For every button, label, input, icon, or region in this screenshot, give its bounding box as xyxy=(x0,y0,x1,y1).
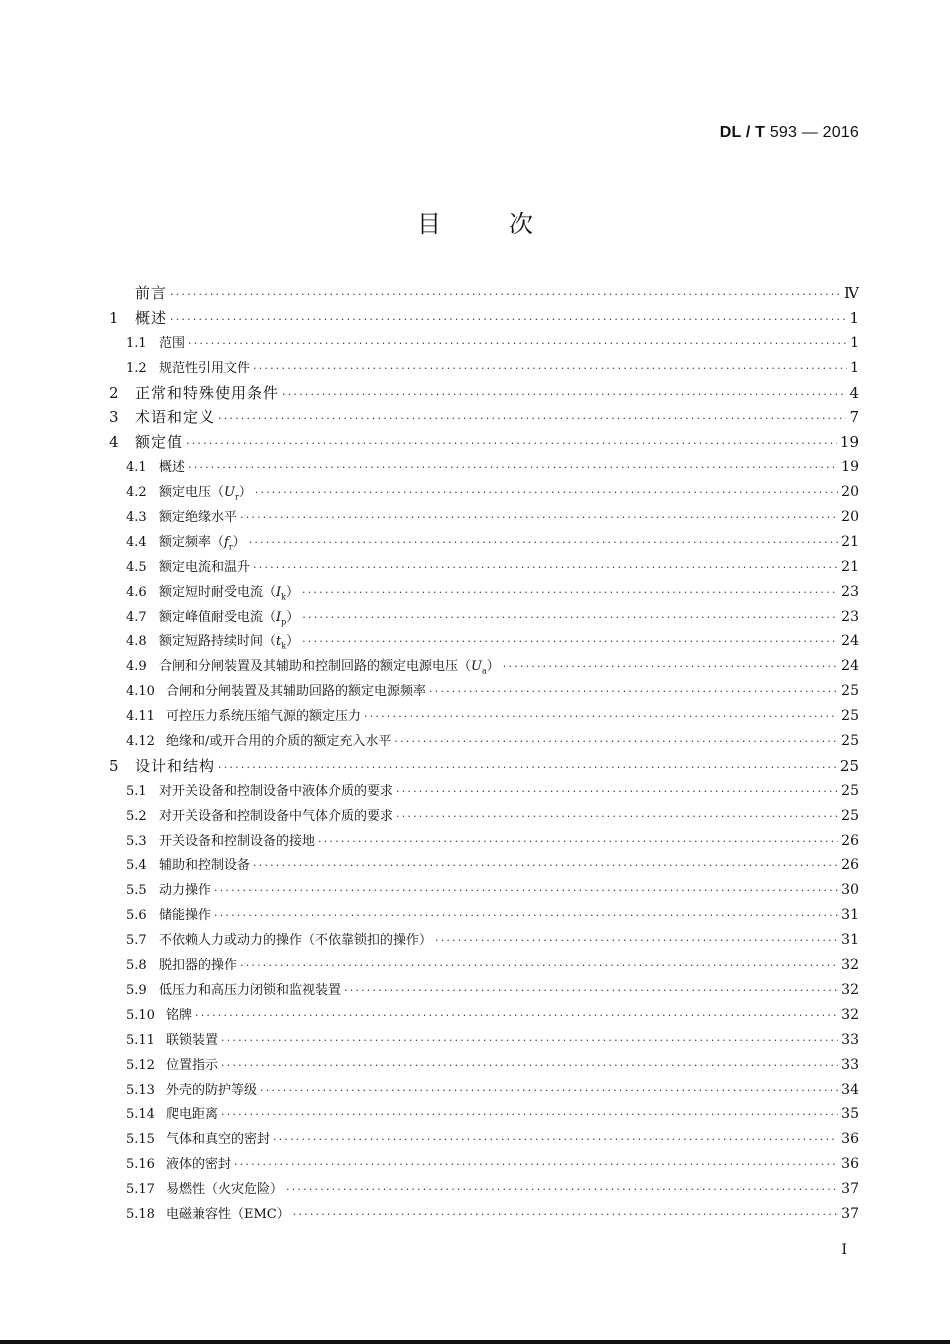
toc-entry-page: 21 xyxy=(841,533,859,550)
dot-leader xyxy=(318,835,838,848)
toc-entry-number: 4.1 xyxy=(126,460,147,476)
toc-entry-title: 液体的密封 xyxy=(166,1157,232,1173)
toc-entry-title: 电磁兼容性（EMC） xyxy=(166,1206,290,1222)
toc-entry[interactable] xyxy=(109,630,859,655)
toc-entry[interactable] xyxy=(109,1029,859,1054)
toc-entry-number: 5.14 xyxy=(126,1107,155,1123)
toc-entry-page: 37 xyxy=(841,1205,859,1222)
toc-entry[interactable] xyxy=(109,1178,859,1203)
toc-entry-title-tail: ） xyxy=(232,534,246,550)
toc-entry-title: 概述 xyxy=(159,460,186,476)
toc-entry-title: 概述 xyxy=(135,308,168,327)
toc-entry-title: 术语和定义 xyxy=(135,408,216,427)
toc-entry-number: 1 xyxy=(109,308,119,327)
toc-entry-title: 正常和特殊使用条件 xyxy=(135,383,280,402)
dot-leader xyxy=(503,660,838,673)
toc-entry-title: 位置指示 xyxy=(166,1057,219,1073)
toc-entry-number: 5.15 xyxy=(126,1132,155,1148)
toc-entry-number: 1.2 xyxy=(126,360,147,376)
toc-entry-title: 外壳的防护等级 xyxy=(166,1082,258,1098)
toc-entry-page: 7 xyxy=(849,408,859,427)
dot-leader xyxy=(240,511,838,524)
toc-entry-title: 动力操作 xyxy=(159,883,212,899)
toc-entry-page: 25 xyxy=(841,782,859,799)
toc-entry-page: 33 xyxy=(841,1056,859,1073)
toc-entry-symbol: f xyxy=(224,534,229,550)
toc-entry-title-text: 额定电压（U xyxy=(159,485,235,501)
toc-entry-number: 2 xyxy=(109,383,119,402)
toc-entry-number: 5.16 xyxy=(126,1157,155,1173)
toc-entry-title: 不依赖人力或动力的操作（不依靠锁扣的操作） xyxy=(159,933,433,949)
toc-entry[interactable] xyxy=(109,830,859,855)
toc-entry-number: 4.4 xyxy=(126,534,147,550)
toc-entry[interactable] xyxy=(109,805,859,830)
toc-entry-page: 32 xyxy=(841,957,859,974)
toc-entry-title: 易燃性（火灾危险） xyxy=(166,1182,284,1198)
dot-leader xyxy=(394,735,838,748)
toc-entry-page: 20 xyxy=(841,484,859,501)
toc-entry[interactable] xyxy=(109,1128,859,1153)
toc-entry[interactable] xyxy=(109,1004,859,1029)
toc-entry-title-tail: ） xyxy=(238,485,252,501)
dot-leader xyxy=(344,984,838,997)
toc-entry-number: 4.11 xyxy=(126,709,155,725)
toc-entry[interactable] xyxy=(109,979,859,1004)
toc-entry-number: 5.10 xyxy=(126,1007,155,1023)
toc-entry-title: 对开关设备和控制设备中液体介质的要求 xyxy=(159,783,394,799)
toc-entry-page: 32 xyxy=(841,981,859,998)
toc-entry-subscript: r xyxy=(234,492,239,502)
dot-leader xyxy=(253,362,847,375)
toc-entry-page: 25 xyxy=(841,807,859,824)
toc-entry-page: 32 xyxy=(841,1006,859,1023)
toc-entry-page: 31 xyxy=(841,932,859,949)
toc-entry-number: 5.8 xyxy=(126,958,147,974)
toc-entry-title: 范围 xyxy=(159,335,186,351)
dot-leader xyxy=(260,1084,838,1097)
toc-entry[interactable] xyxy=(109,431,859,456)
toc-entry-number: 5.1 xyxy=(126,783,147,799)
toc-entry-title: 设计和结构 xyxy=(135,756,216,775)
toc-entry[interactable] xyxy=(109,929,859,954)
toc-entry-number: 4.10 xyxy=(126,684,155,700)
toc-entry-page: 24 xyxy=(841,633,859,650)
toc-entry-title-text: 合闸和分闸装置及其辅助和控制回路的额定电源电压（U xyxy=(159,659,482,675)
toc-entry-title: 脱扣器的操作 xyxy=(159,958,238,974)
toc-entry-title: 可控压力系统压缩气源的额定压力 xyxy=(166,709,362,725)
dot-leader xyxy=(396,785,838,798)
toc-entry-symbol: U xyxy=(224,485,235,501)
toc-entry-title-text: 额定频率（f xyxy=(159,534,229,550)
toc-entry[interactable] xyxy=(109,780,859,805)
toc-entry[interactable] xyxy=(109,1203,859,1228)
standard-code xyxy=(720,124,859,142)
toc-entry-number: 5.12 xyxy=(126,1057,155,1073)
dot-leader xyxy=(221,1059,838,1072)
toc-entry[interactable] xyxy=(109,680,859,705)
toc-entry-title-tail: ） xyxy=(286,609,300,625)
toc-entry[interactable] xyxy=(109,531,859,556)
toc-entry-page: 23 xyxy=(841,583,859,600)
dot-leader xyxy=(186,437,837,450)
toc-entry-page: 37 xyxy=(841,1181,859,1198)
toc-entry-page: 25 xyxy=(841,708,859,725)
toc-entry-number: 5.7 xyxy=(126,933,147,949)
toc-entry-title: 气体和真空的密封 xyxy=(166,1132,271,1148)
toc-entry[interactable] xyxy=(109,879,859,904)
toc-entry-title-tail: ） xyxy=(286,634,300,650)
toc-entry[interactable] xyxy=(109,406,859,431)
toc-entry-number: 4.6 xyxy=(126,584,147,600)
dot-leader xyxy=(170,313,846,326)
toc-entry-title: 规范性引用文件 xyxy=(159,360,251,376)
toc-entry-number: 1.1 xyxy=(126,335,147,351)
dot-leader xyxy=(234,1158,838,1171)
dot-leader xyxy=(221,1108,838,1121)
toc-entry[interactable] xyxy=(109,1103,859,1128)
toc-entry-number: 5.5 xyxy=(126,883,147,899)
toc-entry-page: 1 xyxy=(850,359,859,376)
dot-leader xyxy=(170,288,841,301)
dot-leader xyxy=(195,1009,838,1022)
dot-leader xyxy=(214,884,838,897)
toc-entry-number: 5 xyxy=(109,756,119,775)
toc-entry-page: 34 xyxy=(841,1081,859,1098)
toc-entry-page: Ⅳ xyxy=(844,284,859,302)
toc-entry-page: 4 xyxy=(849,383,859,402)
toc-entry-title: 对开关设备和控制设备中气体介质的要求 xyxy=(159,808,394,824)
dot-leader xyxy=(188,461,838,474)
toc-entry-title: 合闸和分闸装置及其辅助回路的额定电源频率 xyxy=(166,684,427,700)
toc-entry[interactable] xyxy=(109,755,859,780)
toc-entry-page: 19 xyxy=(839,433,859,452)
toc-entry-number: 4.2 xyxy=(126,485,147,501)
toc-entry-subscript: k xyxy=(281,642,287,652)
toc-entry-symbol: I xyxy=(276,584,282,600)
dot-leader xyxy=(302,635,838,648)
toc-entry-page: 23 xyxy=(841,608,859,625)
toc-entry-number: 4.3 xyxy=(126,510,147,526)
toc-entry-title: 储能操作 xyxy=(159,908,212,924)
toc-entry-number: 5.9 xyxy=(126,982,147,998)
toc-entry[interactable] xyxy=(109,1054,859,1079)
toc-entry-page: 20 xyxy=(841,509,859,526)
toc-entry-page: 33 xyxy=(841,1031,859,1048)
page-number: I xyxy=(841,1242,847,1258)
toc-entry[interactable] xyxy=(109,307,859,332)
page-title: 目次 xyxy=(417,210,601,238)
toc-entry-symbol: I xyxy=(276,609,282,625)
toc-entry-symbol: t xyxy=(276,634,282,650)
toc-entry-number: 4 xyxy=(109,433,119,452)
toc-entry[interactable] xyxy=(109,506,859,531)
toc-entry[interactable] xyxy=(109,456,859,481)
dot-leader xyxy=(255,486,838,499)
toc-entry-title: 联锁装置 xyxy=(166,1032,219,1048)
dot-leader xyxy=(221,1034,838,1047)
toc-entry[interactable] xyxy=(109,1079,859,1104)
dot-leader xyxy=(302,586,838,599)
toc-entry[interactable] xyxy=(109,606,859,631)
toc-entry-subscript: k xyxy=(281,592,287,602)
toc-entry-page: 36 xyxy=(841,1131,859,1148)
toc-entry-title xyxy=(159,630,299,651)
toc-entry-number: 5.2 xyxy=(126,808,147,824)
dot-leader xyxy=(253,859,838,872)
toc-entry-title-tail: ） xyxy=(486,659,500,675)
toc-entry-title: 绝缘和/或开合用的介质的额定充入水平 xyxy=(166,734,392,750)
toc-entry-subscript: r xyxy=(228,542,233,552)
toc-entry-title: 低压力和高压力闭锁和监视装置 xyxy=(159,982,342,998)
dot-leader xyxy=(302,611,838,624)
toc-entry-subscript: p xyxy=(281,617,287,627)
toc-entry-page: 25 xyxy=(841,733,859,750)
toc-entry-number: 3 xyxy=(109,408,119,427)
toc-entry-subscript: a xyxy=(481,666,487,676)
toc-entry[interactable] xyxy=(109,556,859,581)
toc-entry-page: 36 xyxy=(841,1156,859,1173)
toc-entry-number: 4.9 xyxy=(126,659,147,675)
toc-entry-number: 5.18 xyxy=(126,1206,155,1222)
standard-prefix: DL / T xyxy=(719,124,766,141)
toc-entry-number: 4.8 xyxy=(126,634,147,650)
toc-entry[interactable] xyxy=(109,655,859,680)
dot-leader xyxy=(364,710,838,723)
dot-leader xyxy=(249,536,839,549)
toc-entry[interactable] xyxy=(109,730,859,755)
toc-entry-number: 5.4 xyxy=(126,858,147,874)
toc-entry-page: 24 xyxy=(841,658,859,675)
standard-number: 593 — 2016 xyxy=(769,124,859,141)
toc-entry-page: 35 xyxy=(841,1106,859,1123)
toc-entry-number: 4.12 xyxy=(126,734,155,750)
dot-leader xyxy=(435,934,838,947)
dot-leader xyxy=(396,810,838,823)
toc-entry-title: 额定绝缘水平 xyxy=(159,510,238,526)
toc-entry-title-text: 额定短路持续时间（t xyxy=(159,634,282,650)
toc-entry-title xyxy=(159,606,299,627)
toc-entry[interactable] xyxy=(109,481,859,506)
dot-leader xyxy=(240,959,838,972)
toc-entry-page: 25 xyxy=(839,756,859,775)
dot-leader xyxy=(273,1133,838,1146)
dot-leader xyxy=(218,412,846,425)
toc-entry[interactable] xyxy=(109,382,859,407)
toc-entry[interactable] xyxy=(109,705,859,730)
toc-entry[interactable] xyxy=(109,282,859,307)
toc-entry-number: 4.7 xyxy=(126,609,147,625)
dot-leader xyxy=(282,388,846,401)
toc-entry[interactable] xyxy=(109,904,859,929)
toc-entry-symbol: U xyxy=(471,659,482,675)
toc-entry-title: 前言 xyxy=(135,284,168,302)
toc-entry-number: 5.3 xyxy=(126,833,147,849)
toc-entry-page: 21 xyxy=(841,558,859,575)
toc-entry[interactable] xyxy=(109,954,859,979)
toc-entry-number: 5.6 xyxy=(126,908,147,924)
toc-entry-title: 开关设备和控制设备的接地 xyxy=(159,833,316,849)
dot-leader xyxy=(218,761,837,774)
table-of-contents xyxy=(109,282,859,1228)
toc-entry-title-text: 额定峰值耐受电流（I xyxy=(159,609,282,625)
bottom-border xyxy=(0,1340,950,1344)
toc-entry-title: 额定电流和温升 xyxy=(159,559,251,575)
toc-entry-number: 4.5 xyxy=(126,559,147,575)
toc-entry-title: 爬电距离 xyxy=(166,1107,219,1123)
toc-entry-title xyxy=(159,581,299,602)
toc-entry-page: 31 xyxy=(841,907,859,924)
toc-entry-number: 5.17 xyxy=(126,1182,155,1198)
dot-leader xyxy=(429,685,838,698)
toc-entry-page: 19 xyxy=(841,459,859,476)
toc-entry-title-tail: ） xyxy=(286,584,300,600)
dot-leader xyxy=(286,1183,838,1196)
toc-entry-number: 5.11 xyxy=(126,1032,155,1048)
toc-entry[interactable] xyxy=(109,854,859,879)
dot-leader xyxy=(293,1208,838,1221)
toc-entry[interactable] xyxy=(109,1153,859,1178)
toc-entry-title-text: 额定短时耐受电流（I xyxy=(159,584,282,600)
dot-leader xyxy=(188,337,847,350)
dot-leader xyxy=(253,561,838,574)
toc-entry[interactable] xyxy=(109,332,859,357)
toc-entry[interactable] xyxy=(109,581,859,606)
toc-entry-title: 铭牌 xyxy=(166,1007,193,1023)
toc-entry-title: 辅助和控制设备 xyxy=(159,858,251,874)
toc-entry-page: 1 xyxy=(849,308,859,327)
toc-entry-page: 1 xyxy=(850,334,859,351)
toc-entry-title xyxy=(159,531,246,552)
toc-entry-title: 额定值 xyxy=(135,433,184,452)
toc-entry-number: 5.13 xyxy=(126,1082,155,1098)
toc-entry-page: 26 xyxy=(841,832,859,849)
dot-leader xyxy=(214,909,838,922)
toc-entry-page: 30 xyxy=(841,882,859,899)
toc-entry-page: 26 xyxy=(841,857,859,874)
toc-entry-page: 25 xyxy=(841,683,859,700)
toc-entry-title xyxy=(159,481,252,502)
toc-entry[interactable] xyxy=(109,357,859,382)
toc-entry-title xyxy=(159,655,500,676)
